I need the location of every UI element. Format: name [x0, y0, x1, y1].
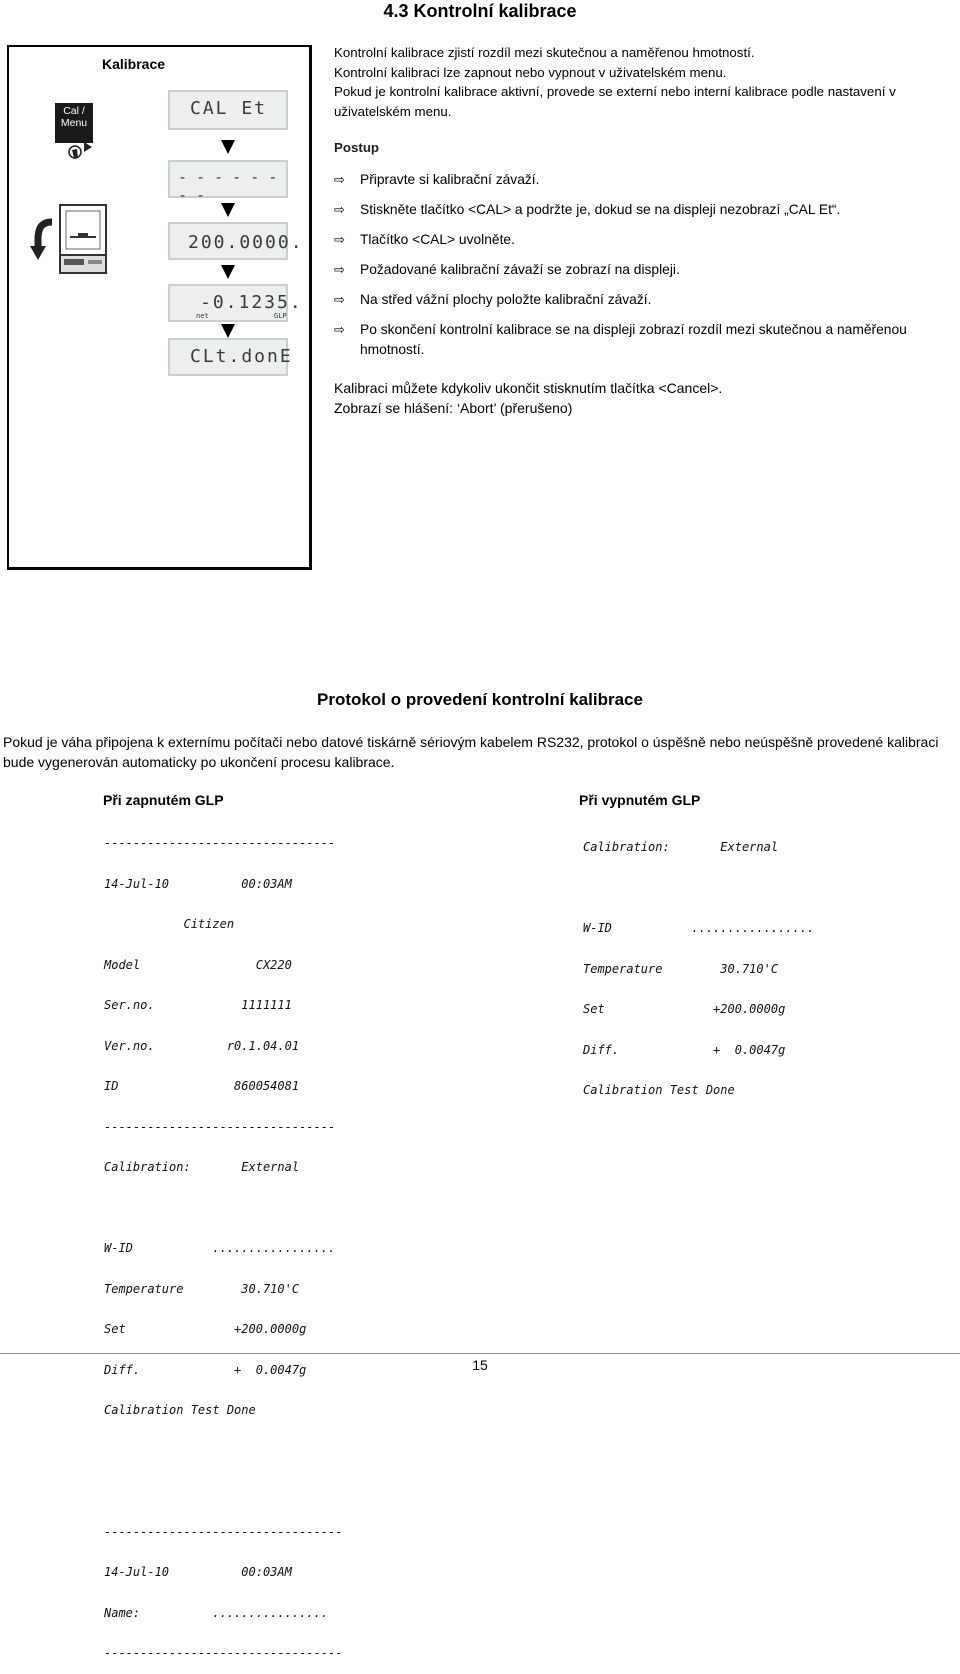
page-number: 15: [472, 1357, 488, 1373]
intro-line: Kontrolní kalibrace zjistí rozdíl mezi skutečnou a naměřenou hmotností.: [334, 45, 755, 60]
lcd-sub-left: net: [196, 312, 209, 320]
printout-line: Temperature 30.710'C: [583, 961, 779, 976]
lcd-text: - - - - - - - -: [178, 168, 278, 204]
printout-line: W-ID .................: [104, 1241, 336, 1255]
arrow-down-icon: [221, 203, 235, 217]
lcd-display-dashes: [168, 160, 288, 204]
step-arrow-icon: ⇨: [334, 202, 345, 217]
glp-on-heading: Při zapnutém GLP: [103, 792, 224, 808]
procedure-step: [334, 200, 944, 220]
panel-heading: Kalibrace: [102, 56, 166, 72]
procedure-step: [334, 320, 944, 360]
step-arrow-icon: ⇨: [334, 232, 345, 247]
procedure-step: [334, 230, 944, 250]
lcd-display-cal-et: [168, 90, 288, 130]
step-text: Požadované kalibrační závaží se zobrazí na displeji.: [360, 262, 680, 277]
intro-line: Kontrolní kalibraci lze zapnout nebo vypnout v uživatelském menu.: [334, 64, 727, 80]
step-arrow-icon: ⇨: [334, 172, 345, 187]
procedure-step: [334, 260, 944, 280]
printout-line: Model CX220: [104, 957, 292, 972]
printout-line: [583, 882, 814, 896]
protocol-paragraph: Pokud je váha připojena k externímu počítači nebo datové tiskárně sériovým kabelem RS232, protokol o úspěšně nebo neúspěšně provedené kalibraci bude vygenerován automaticky po ukončení procesu kalibrace.: [3, 734, 939, 770]
lcd-display-weight: [168, 222, 304, 260]
printout-line: ---------------------------------: [104, 1524, 343, 1539]
lcd-text: CLt.donE: [190, 346, 293, 367]
printout-line: [104, 1445, 342, 1459]
glp-off-heading: Při vypnutém GLP: [579, 792, 701, 808]
intro-line: Pokud je kontrolní kalibrace aktivní, provede se externí nebo interní kalibrace podle nastavení v uživatelském menu.: [334, 84, 896, 119]
key-label-bottom: Menu: [60, 117, 88, 129]
printout-line: Calibration Test Done: [583, 1083, 735, 1097]
step-text: Po skončení kontrolní kalibrace se na displeji zobrazí rozdíl mezi skutečnou a naměřenou hmotností.: [360, 322, 907, 357]
arrow-down-icon: [221, 265, 235, 279]
step-text: Připravte si kalibrační závaží.: [360, 172, 540, 187]
lcd-sub-right: GLP: [274, 312, 287, 320]
step-text: Tlačítko <CAL> uvolněte.: [360, 232, 515, 247]
printout-line: [104, 1485, 342, 1499]
finger-press-icon: [64, 140, 94, 164]
cal-menu-key-icon: [55, 103, 93, 143]
procedure-step: [334, 290, 944, 310]
procedure-heading: Postup: [334, 140, 380, 155]
lcd-text: -0.1235.: [200, 292, 303, 313]
printout-line: 14-Jul-10 00:03AM: [104, 876, 292, 891]
abort-note: Zobrazí se hlášení: ‘Abort’ (přerušeno): [334, 400, 573, 416]
arrow-down-icon: [221, 324, 235, 338]
printout-line: Set +200.0000g: [104, 1322, 307, 1336]
printout-line: --------------------------------: [104, 836, 336, 850]
printout-line: --------------------------------: [104, 1119, 336, 1134]
glp-off-printout: [583, 814, 814, 1111]
step-arrow-icon: ⇨: [334, 262, 345, 277]
step-arrow-icon: ⇨: [334, 292, 345, 307]
printout-line: Calibration: External: [583, 840, 779, 854]
printout-line: Ser.no. 1111111: [104, 998, 292, 1012]
step-text: Na střed vážní plochy položte kalibrační závaží.: [360, 292, 652, 307]
arrow-down-icon: [221, 140, 235, 154]
printout-line: Calibration: External: [104, 1160, 300, 1174]
key-label-top: Cal /: [63, 105, 85, 117]
printout-line: 14-Jul-10 00:03AM: [104, 1565, 292, 1579]
printout-line: ---------------------------------: [104, 1646, 343, 1660]
step-text: Stiskněte tlačítko <CAL> a podržte je, dokud se na displeji nezobrazí „CAL Et“.: [360, 202, 841, 217]
footer-divider: [0, 1353, 960, 1354]
lcd-display-difference: [168, 284, 303, 322]
procedure-step: [334, 170, 944, 190]
printout-line: Temperature 30.710'C: [104, 1281, 300, 1296]
printout-line: Citizen: [104, 917, 235, 931]
protocol-title: Protokol o provedení kontrolní kalibrace: [317, 690, 643, 709]
balance-icon: [58, 203, 108, 277]
lcd-display-done: [168, 338, 293, 376]
printout-line: Ver.no. r0.1.04.01: [104, 1038, 300, 1053]
lcd-text: CAL Et: [190, 98, 268, 119]
printout-line: Diff. + 0.0047g: [104, 1362, 307, 1377]
glp-on-printout: [104, 810, 342, 1674]
printout-line: Calibration Test Done: [104, 1403, 256, 1417]
cancel-note: Kalibraci můžete kdykoliv ukončit stisknutím tlačítka <Cancel>.: [334, 380, 723, 396]
printout-line: Name: ................: [104, 1605, 328, 1620]
lcd-text: 200.0000.: [188, 232, 304, 253]
intro-text: [334, 43, 954, 121]
printout-line: ID 860054081: [104, 1079, 300, 1093]
printout-line: [104, 1202, 342, 1216]
printout-line: Set +200.0000g: [583, 1002, 786, 1016]
section-title: 4.3 Kontrolní kalibrace: [383, 1, 577, 21]
curved-arrow-icon: [28, 218, 56, 262]
printout-line: Diff. + 0.0047g: [583, 1042, 786, 1057]
printout-line: W-ID .................: [583, 921, 815, 935]
step-arrow-icon: ⇨: [334, 322, 345, 337]
